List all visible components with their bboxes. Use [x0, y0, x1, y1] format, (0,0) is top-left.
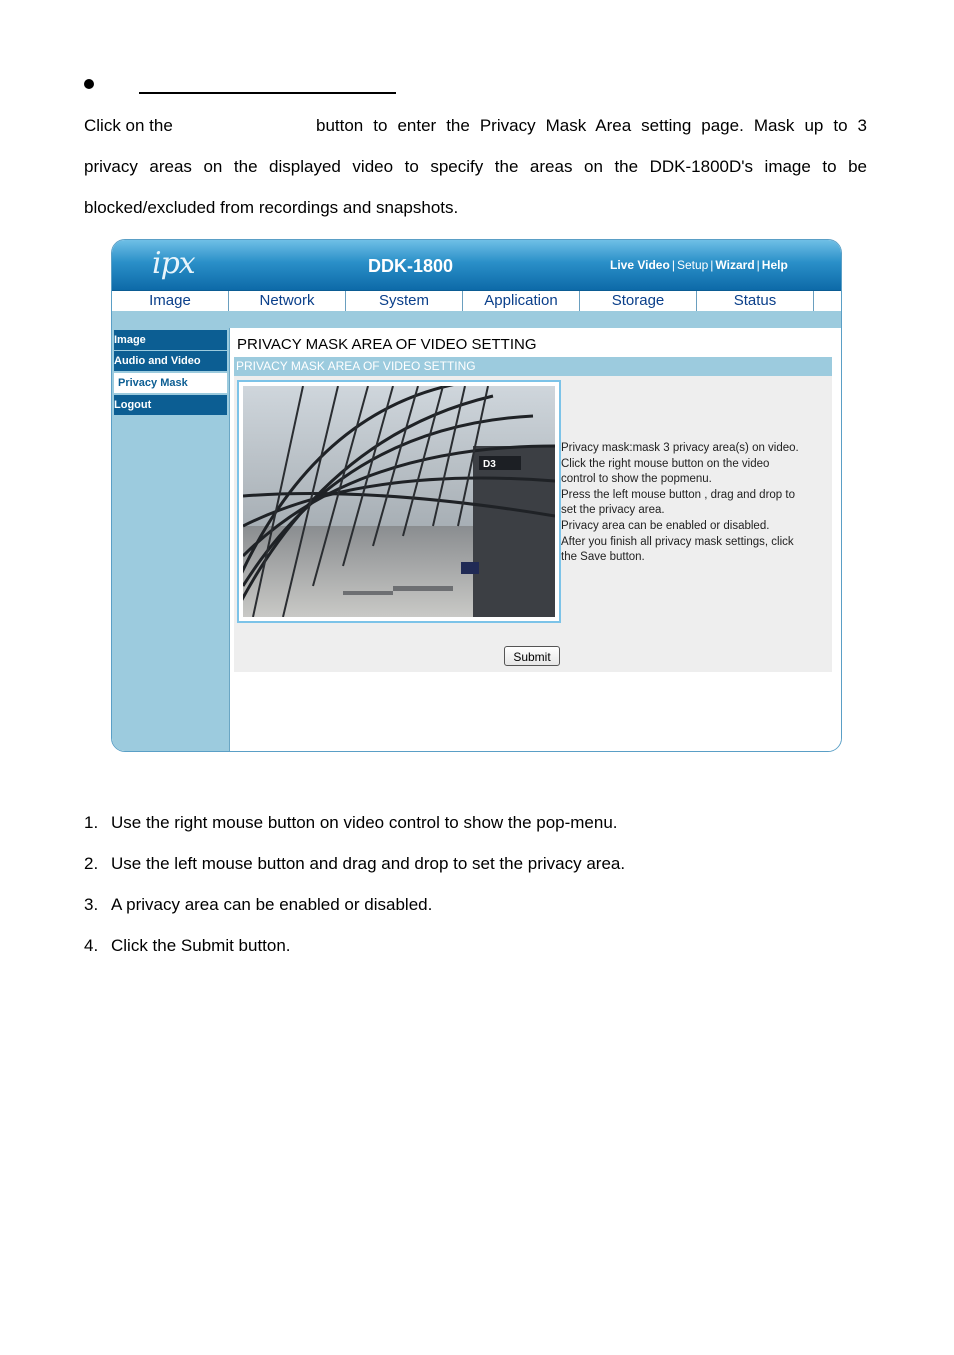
tab-network[interactable]: Network	[229, 291, 346, 311]
help-line: the Save button.	[561, 551, 645, 564]
help-line: set the privacy area.	[561, 504, 665, 517]
step-text: Use the left mouse button and drag and drop to set the privacy area.	[111, 854, 626, 873]
step-text: A privacy area can be enabled or disabled.	[111, 895, 433, 914]
sidebar-item-image[interactable]: Image	[114, 330, 227, 350]
live-video-link[interactable]: Live Video	[610, 258, 670, 272]
step-number: 2.	[84, 854, 99, 873]
heading-underline	[139, 92, 396, 94]
video-overlay-label: D3	[483, 459, 496, 470]
help-text	[561, 441, 829, 566]
tab-status[interactable]: Status	[697, 291, 814, 311]
main-content	[230, 328, 841, 751]
help-line: control to show the popmenu.	[561, 473, 712, 486]
help-link[interactable]: Help	[761, 258, 788, 272]
tab-storage[interactable]: Storage	[580, 291, 697, 311]
video-image	[243, 386, 555, 617]
settings-panel	[234, 376, 832, 672]
ui-screenshot	[111, 239, 842, 752]
sub-band	[112, 311, 841, 328]
help-line: Privacy mask:mask 3 privacy area(s) on video.	[561, 442, 799, 454]
help-line: Click the right mouse button on the video	[561, 457, 770, 470]
section-title: PRIVACY MASK AREA OF VIDEO SETTING	[234, 357, 832, 376]
header-bar	[112, 240, 841, 290]
top-links: Live Video | Setup | Wizard | Help	[610, 258, 788, 272]
sidebar-item-logout[interactable]: Logout	[114, 395, 227, 415]
intro-text-b: button to enter the Privacy Mask Area setting page. Mask up to 3	[316, 116, 867, 135]
tab-system[interactable]: System	[346, 291, 463, 311]
list-item	[84, 895, 432, 915]
ipx-logo: ipx	[152, 246, 195, 281]
main-tabs	[112, 290, 841, 312]
list-item	[84, 854, 625, 874]
tab-application[interactable]: Application	[463, 291, 580, 311]
tab-image[interactable]: Image	[112, 291, 229, 311]
sidebar-item-privacy-mask[interactable]: Privacy Mask	[114, 373, 227, 393]
sidebar-item-audio-video[interactable]: Audio and Video	[114, 351, 227, 371]
sidebar	[112, 328, 230, 751]
intro-line-3: blocked/excluded from recordings and snapshots.	[84, 198, 459, 217]
list-item	[84, 936, 291, 956]
help-line: After you finish all privacy mask settings, click	[561, 535, 794, 548]
setup-link[interactable]: Setup	[676, 258, 709, 272]
submit-button[interactable]: Submit	[504, 646, 560, 666]
list-item	[84, 813, 618, 833]
video-control[interactable]	[237, 380, 561, 623]
step-number: 1.	[84, 813, 99, 832]
help-line: Press the left mouse button , drag and drop to	[561, 488, 795, 501]
video-frame[interactable]	[243, 386, 555, 617]
page-title: PRIVACY MASK AREA OF VIDEO SETTING	[237, 336, 537, 353]
wizard-link[interactable]: Wizard	[715, 258, 755, 272]
intro-text-a: Click on the	[84, 116, 173, 135]
step-number: 3.	[84, 895, 99, 914]
step-number: 4.	[84, 936, 99, 955]
help-line: Privacy area can be enabled or disabled.	[561, 519, 770, 532]
intro-line-2: privacy areas on the displayed video to specify the areas on the DDK-1800D's image to be	[84, 157, 867, 176]
step-text: Click the Submit button.	[111, 936, 291, 955]
bullet-icon	[84, 79, 94, 89]
model-title: DDK-1800	[368, 256, 454, 276]
step-text: Use the right mouse button on video control to show the pop-menu.	[111, 813, 618, 832]
